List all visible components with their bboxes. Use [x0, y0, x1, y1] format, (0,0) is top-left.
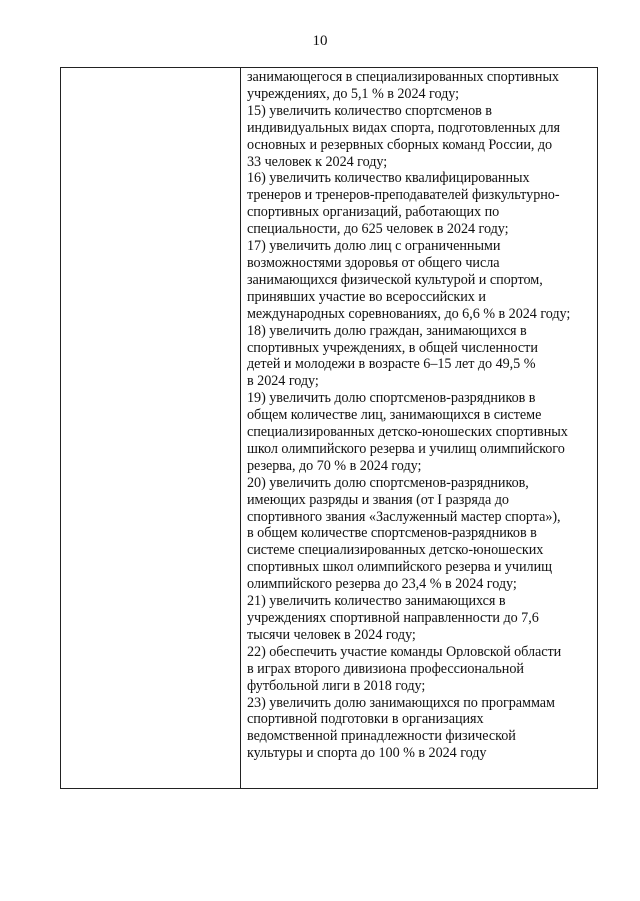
text-line: специальности, до 625 человек в 2024 году;: [247, 221, 509, 238]
text-line: 18) увеличить долю граждан, занимающихся в: [247, 322, 527, 339]
text-line: в 2024 году;: [247, 373, 319, 390]
text-line: в общем количестве спортсменов-разрядников в: [247, 525, 537, 542]
text-line: олимпийского резерва до 23,4 % в 2024 году;: [247, 576, 517, 593]
column-divider: [240, 68, 241, 788]
text-line: спортивных учреждениях, в общей численности: [247, 339, 538, 356]
page-number: 10: [312, 33, 328, 49]
text-line: индивидуальных видах спорта, подготовленных для: [247, 119, 560, 136]
text-line: школ олимпийского резерва и училищ олимпийского: [247, 440, 565, 457]
text-line: ведомственной принадлежности физической: [247, 728, 516, 745]
text-line: возможностями здоровья от общего числа: [247, 254, 500, 271]
text-line: принявших участие во всероссийских и: [247, 288, 486, 305]
text-line: футбольной лиги в 2018 году;: [247, 677, 426, 694]
text-line: детей и молодежи в возрасте 6–15 лет до 49,5 %: [247, 356, 536, 373]
text-line: учреждениях спортивной направленности до 7,6: [247, 610, 539, 626]
text-line: общем количестве лиц, занимающихся в системе: [247, 407, 542, 424]
text-line: тренеров и тренеров-преподавателей физкультурно-: [247, 187, 560, 204]
text-line: резерва, до 70 % в 2024 году;: [247, 457, 422, 474]
text-line: в играх второго дивизиона профессиональной: [247, 660, 524, 677]
text-line: спортивного звания «Заслуженный мастер спорта»),: [247, 508, 561, 525]
text-line: специализированных детско-юношеских спортивных: [247, 424, 568, 441]
text-line: 33 человек к 2024 году;: [247, 153, 388, 170]
table-right-cell: [247, 69, 593, 788]
text-line: тысячи человек в 2024 году;: [247, 626, 416, 643]
text-line: учреждениях, до 5,1 % в 2024 году;: [247, 85, 460, 102]
text-line: спортивных школ олимпийского резерва и училищ: [247, 559, 553, 576]
text-line: 17) увеличить долю лиц с ограниченными: [247, 238, 501, 255]
text-line: 22) обеспечить участие команды Орловской области: [247, 643, 562, 660]
table-left-cell: [61, 68, 240, 788]
text-line: 20) увеличить долю спортсменов-разрядников,: [247, 474, 529, 491]
text-line: спортивных организаций, работающих по: [247, 204, 500, 221]
text-line: занимающегося в специализированных спортивных: [247, 69, 559, 85]
text-line: 15) увеличить количество спортсменов в: [247, 102, 492, 119]
text-line: имеющих разряды и звания (от I разряда до: [247, 491, 509, 508]
text-line: 21) увеличить количество занимающихся в: [247, 593, 506, 610]
text-line: 19) увеличить долю спортсменов-разрядников в: [247, 390, 536, 407]
text-line: 16) увеличить количество квалифицированных: [247, 170, 530, 187]
text-line: международных соревнованиях, до 6,6 % в 2024 году;: [247, 305, 571, 322]
text-line: основных и резервных сборных команд России, до: [247, 136, 553, 153]
text-line: системе специализированных детско-юношеских: [247, 542, 544, 559]
text-line: 23) увеличить долю занимающихся по программам: [247, 694, 555, 711]
text-line: спортивной подготовки в организациях: [247, 711, 484, 728]
targets-table: [60, 67, 598, 789]
text-line: культуры и спорта до 100 % в 2024 году: [247, 745, 487, 762]
text-line: занимающихся физической культурой и спортом,: [247, 271, 543, 288]
